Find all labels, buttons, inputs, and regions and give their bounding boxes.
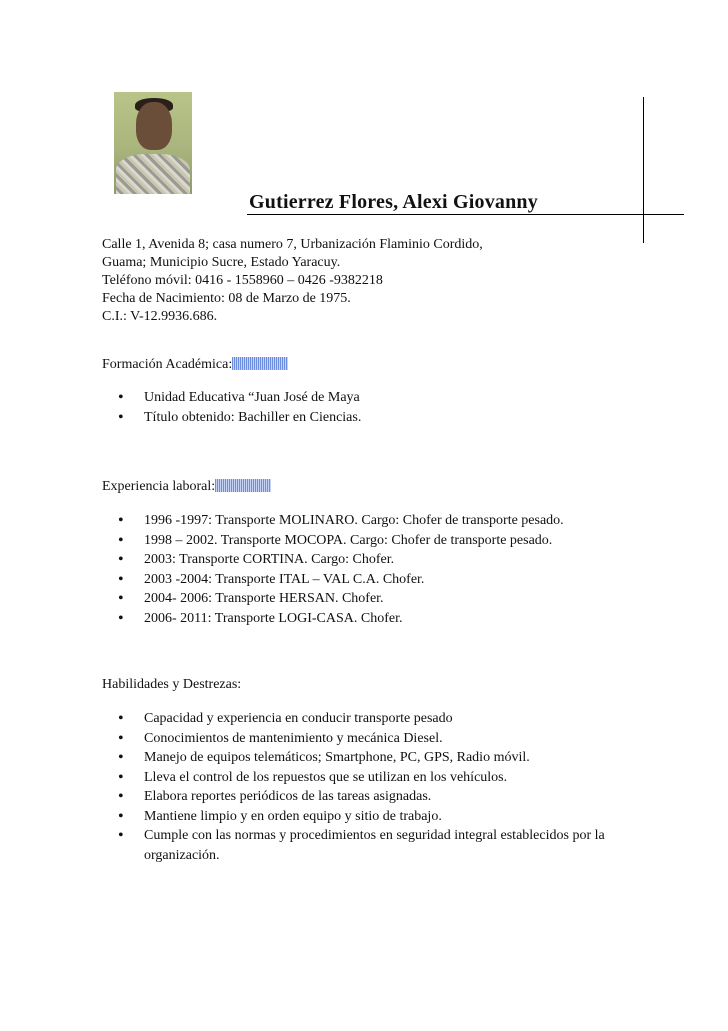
decorative-horizontal-line: [247, 214, 684, 215]
photo-shirt: [116, 154, 190, 194]
list-item: • 1998 – 2002. Transporte MOCOPA. Cargo: Chofer de transporte pesado.: [118, 531, 564, 551]
list-item: • Capacidad y experiencia en conducir transporte pesado: [118, 709, 634, 729]
list-item: • 2006- 2011: Transporte LOGI-CASA. Chofer.: [118, 609, 564, 629]
decorative-vertical-line: [643, 97, 644, 243]
experience-heading-text: Experiencia laboral:: [102, 479, 216, 494]
list-item: • 1996 -1997: Transporte MOLINARO. Cargo: Chofer de transporte pesado.: [118, 511, 564, 531]
list-item: • Unidad Educativa “Juan José de Maya: [118, 388, 361, 408]
highlight-mark: [215, 479, 271, 492]
list-item: • Cumple con las normas y procedimientos en seguridad integral establecidos por la organización.: [118, 826, 634, 865]
skills-heading-text: Habilidades y Destrezas:: [102, 677, 242, 692]
birth-date-line: Fecha de Nacimiento: 08 de Marzo de 1975.: [102, 291, 351, 306]
experience-heading: [102, 479, 271, 495]
highlight-mark: [232, 357, 288, 370]
skills-heading: [102, 677, 241, 693]
address-line-1: Calle 1, Avenida 8; casa numero 7, Urbanización Flaminio Cordido,: [102, 237, 483, 252]
candidate-name: Gutierrez Flores, Alexi Giovanny: [249, 191, 538, 213]
list-item: • Elabora reportes periódicos de las tareas asignadas.: [118, 787, 634, 807]
education-heading-text: Formación Académica:: [102, 357, 233, 372]
list-item: • 2003: Transporte CORTINA. Cargo: Chofer.: [118, 550, 564, 570]
list-item: • Mantiene limpio y en orden equipo y sitio de trabajo.: [118, 807, 634, 827]
list-item: • Manejo de equipos telemáticos; Smartphone, PC, GPS, Radio móvil.: [118, 748, 634, 768]
list-item: • 2003 -2004: Transporte ITAL – VAL C.A. Chofer.: [118, 570, 564, 590]
address-line-2: Guama; Municipio Sucre, Estado Yaracuy.: [102, 255, 341, 270]
list-item: • Lleva el control de los repuestos que se utilizan en los vehículos.: [118, 768, 634, 788]
profile-photo: [114, 92, 192, 194]
phone-line: Teléfono móvil: 0416 - 1558960 – 0426 -9382218: [102, 273, 383, 288]
list-item: • Título obtenido: Bachiller en Ciencias.: [118, 408, 361, 428]
experience-list: [118, 511, 564, 628]
skills-list: [118, 709, 634, 865]
list-item: • 2004- 2006: Transporte HERSAN. Chofer.: [118, 589, 564, 609]
id-number-line: C.I.: V-12.9936.686.: [102, 309, 218, 324]
photo-face: [136, 102, 172, 150]
education-list: [118, 388, 361, 427]
list-item: • Conocimientos de mantenimiento y mecánica Diesel.: [118, 729, 634, 749]
contact-block: [102, 236, 483, 326]
education-heading: [102, 357, 288, 373]
